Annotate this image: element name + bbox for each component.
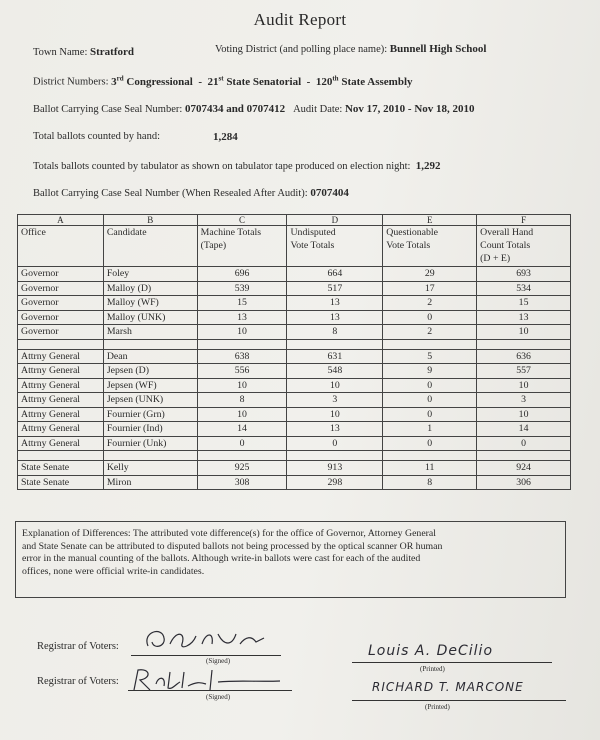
hand-value: 1,284 [213, 131, 238, 143]
district-label: Voting District (and polling place name): [215, 44, 388, 55]
office-cell: Attrny General [18, 436, 104, 451]
column-letter: F [477, 215, 571, 226]
explanation-line: error in the manual counting of the ballots. Although write-in ballots were cast for each of the audited [22, 553, 421, 564]
seal-line [33, 103, 475, 115]
count-cell: 8 [383, 475, 477, 490]
candidate-cell [103, 451, 197, 461]
count-cell: 539 [197, 281, 287, 296]
count-cell: 13 [287, 422, 383, 437]
table-row [18, 451, 571, 461]
audit-date-value: Nov 17, 2010 - Nov 18, 2010 [344, 103, 475, 115]
count-cell: 10 [197, 407, 287, 422]
cong-text: Congressional [126, 75, 193, 88]
explanation-line: offices, none were official write-in candidates. [22, 565, 205, 577]
office-cell [18, 339, 104, 349]
sen-num: 21 [207, 75, 219, 88]
table-row [18, 393, 571, 408]
column-header: Machine Totals (Tape) [197, 226, 287, 267]
tab-value: 1,292 [415, 160, 441, 172]
candidate-cell: Jepsen (WF) [103, 378, 197, 393]
candidate-cell: Marsh [103, 325, 197, 340]
registrar-label-1: Registrar of Voters: [37, 641, 119, 652]
table-row [18, 436, 571, 451]
page-title: Audit Report [253, 10, 347, 29]
town-label: Town Name: [33, 47, 88, 58]
count-cell: 925 [197, 461, 287, 476]
column-header: Candidate [103, 226, 197, 267]
office-cell [18, 451, 104, 461]
count-cell: 9 [383, 364, 477, 379]
candidate-cell: Fournier (Unk) [103, 436, 197, 451]
count-cell: 0 [197, 436, 287, 451]
candidate-cell: Miron [103, 475, 197, 490]
table-row [18, 378, 571, 393]
candidate-cell: Fournier (Ind) [103, 422, 197, 437]
table-row [18, 296, 571, 311]
count-cell: 14 [477, 422, 571, 437]
count-cell: 0 [477, 436, 571, 451]
count-cell: 548 [287, 364, 383, 379]
district-value: Bunnell High School [389, 43, 487, 55]
count-cell: 10 [477, 378, 571, 393]
office-cell: Attrny General [18, 393, 104, 408]
table-row [18, 422, 571, 437]
office-cell: Governor [18, 310, 104, 325]
hand-count-line [33, 131, 238, 143]
printed-label-2: (Printed) [425, 703, 450, 711]
printed-line-2 [352, 700, 566, 701]
asm-num: 120 [315, 75, 333, 88]
candidate-cell: Dean [103, 349, 197, 364]
signature-scribble-1 [140, 622, 280, 658]
count-cell: 664 [287, 267, 383, 282]
printed-label-1: (Printed) [420, 665, 445, 673]
count-cell: 638 [197, 349, 287, 364]
district-numbers-line: District Numbers: 3rd Congressional - 21st State Senatorial - 120th State Assembly [33, 74, 413, 88]
column-header: Questionable Vote Totals [383, 226, 477, 267]
count-cell: 17 [383, 281, 477, 296]
column-header: Office [18, 226, 104, 267]
count-cell: 913 [287, 461, 383, 476]
reseal-line [33, 187, 349, 199]
office-cell: Attrny General [18, 422, 104, 437]
candidate-cell: Jepsen (D) [103, 364, 197, 379]
audit-table [17, 214, 571, 490]
count-cell: 517 [287, 281, 383, 296]
count-cell: 924 [477, 461, 571, 476]
tabulator-line [33, 160, 440, 172]
candidate-cell: Kelly [103, 461, 197, 476]
count-cell: 15 [197, 296, 287, 311]
table-row [18, 461, 571, 476]
count-cell: 13 [287, 310, 383, 325]
count-cell: 10 [477, 407, 571, 422]
count-cell: 636 [477, 349, 571, 364]
count-cell [383, 339, 477, 349]
column-letter: B [103, 215, 197, 226]
reseal-label: Ballot Carrying Case Seal Number (When Resealed After Audit): [33, 188, 308, 199]
cong-sup: rd [116, 74, 124, 82]
table-row [18, 267, 571, 282]
count-cell: 308 [197, 475, 287, 490]
count-cell [197, 451, 287, 461]
count-cell [477, 339, 571, 349]
office-cell: Governor [18, 281, 104, 296]
count-cell: 2 [383, 296, 477, 311]
count-cell: 696 [197, 267, 287, 282]
office-cell: Governor [18, 296, 104, 311]
town-line [33, 46, 134, 58]
count-cell [287, 451, 383, 461]
column-letter-row [18, 215, 571, 226]
signed-label-2: (Signed) [206, 693, 231, 701]
count-cell: 8 [197, 393, 287, 408]
tab-label: Totals ballots counted by tabulator as shown on tabulator tape produced on election night: [33, 161, 411, 172]
candidate-cell [103, 339, 197, 349]
count-cell: 631 [287, 349, 383, 364]
count-cell: 0 [383, 436, 477, 451]
column-letter: C [197, 215, 287, 226]
candidate-cell: Fournier (Grn) [103, 407, 197, 422]
candidate-cell: Foley [103, 267, 197, 282]
office-cell: State Senate [18, 475, 104, 490]
seal-value: 0707434 and 0707412 [184, 103, 286, 115]
count-cell: 298 [287, 475, 383, 490]
table-row [18, 407, 571, 422]
district-line [215, 43, 486, 55]
count-cell [383, 451, 477, 461]
count-cell: 0 [383, 310, 477, 325]
printed-name-1: Louis A. DeCilio [368, 643, 494, 659]
count-cell: 15 [477, 296, 571, 311]
count-cell: 8 [287, 325, 383, 340]
asm-text: State Assembly [341, 75, 413, 88]
explanation-line: Explanation of Differences: The attributed vote difference(s) for the office of Governor, Attorney General [22, 528, 436, 539]
explanation-box [15, 521, 566, 598]
count-cell: 13 [287, 296, 383, 311]
count-cell: 10 [477, 325, 571, 340]
office-cell: Governor [18, 267, 104, 282]
explanation-line: and State Senate can be attributed to disputed ballots not being processed by the optical scanner OR human [22, 540, 443, 552]
candidate-cell: Malloy (UNK) [103, 310, 197, 325]
table-body [18, 267, 571, 490]
candidate-cell: Malloy (D) [103, 281, 197, 296]
office-cell: Attrny General [18, 364, 104, 379]
count-cell: 29 [383, 267, 477, 282]
table-row [18, 475, 571, 490]
candidate-cell: Jepsen (UNK) [103, 393, 197, 408]
count-cell: 0 [383, 393, 477, 408]
audit-date-label: Audit Date: [293, 104, 343, 115]
table-row [18, 364, 571, 379]
printed-line-1 [352, 662, 552, 663]
office-cell: Attrny General [18, 407, 104, 422]
signed-label-1: (Signed) [206, 657, 231, 665]
cong-num: 3 [111, 75, 117, 88]
table-row [18, 349, 571, 364]
office-cell: Attrny General [18, 349, 104, 364]
reseal-value: 0707404 [310, 187, 349, 199]
table-row [18, 281, 571, 296]
printed-name-2: RICHARD T. MARCONE [372, 680, 524, 694]
count-cell: 3 [477, 393, 571, 408]
count-cell: 556 [197, 364, 287, 379]
table-row [18, 339, 571, 349]
sen-sup: st [218, 74, 224, 82]
candidate-cell: Malloy (WF) [103, 296, 197, 311]
column-header-row [18, 226, 571, 267]
count-cell [197, 339, 287, 349]
table-row [18, 310, 571, 325]
office-cell: State Senate [18, 461, 104, 476]
count-cell: 2 [383, 325, 477, 340]
count-cell: 0 [383, 407, 477, 422]
town-value: Stratford [90, 46, 135, 58]
seal-label: Ballot Carrying Case Seal Number: [33, 104, 183, 115]
signature-scribble-2 [128, 664, 288, 696]
table-row [18, 325, 571, 340]
count-cell: 0 [287, 436, 383, 451]
column-header: Undisputed Vote Totals [287, 226, 383, 267]
count-cell: 10 [197, 325, 287, 340]
count-cell: 557 [477, 364, 571, 379]
count-cell: 693 [477, 267, 571, 282]
sen-text: State Senatorial [226, 75, 302, 88]
column-letter: A [18, 215, 104, 226]
count-cell: 3 [287, 393, 383, 408]
count-cell: 14 [197, 422, 287, 437]
hand-label: Total ballots counted by hand: [33, 131, 160, 142]
count-cell [287, 339, 383, 349]
column-letter: E [383, 215, 477, 226]
office-cell: Governor [18, 325, 104, 340]
office-cell: Attrny General [18, 378, 104, 393]
count-cell: 10 [287, 407, 383, 422]
count-cell: 10 [197, 378, 287, 393]
count-cell: 11 [383, 461, 477, 476]
count-cell: 534 [477, 281, 571, 296]
count-cell: 13 [477, 310, 571, 325]
count-cell [477, 451, 571, 461]
registrar-label-2: Registrar of Voters: [37, 676, 119, 687]
count-cell: 10 [287, 378, 383, 393]
numbers-label: District Numbers: [33, 76, 109, 88]
asm-sup: th [332, 74, 339, 82]
column-letter: D [287, 215, 383, 226]
count-cell: 306 [477, 475, 571, 490]
count-cell: 13 [197, 310, 287, 325]
count-cell: 0 [383, 378, 477, 393]
column-header: Overall Hand Count Totals (D + E) [477, 226, 571, 267]
count-cell: 5 [383, 349, 477, 364]
count-cell: 1 [383, 422, 477, 437]
